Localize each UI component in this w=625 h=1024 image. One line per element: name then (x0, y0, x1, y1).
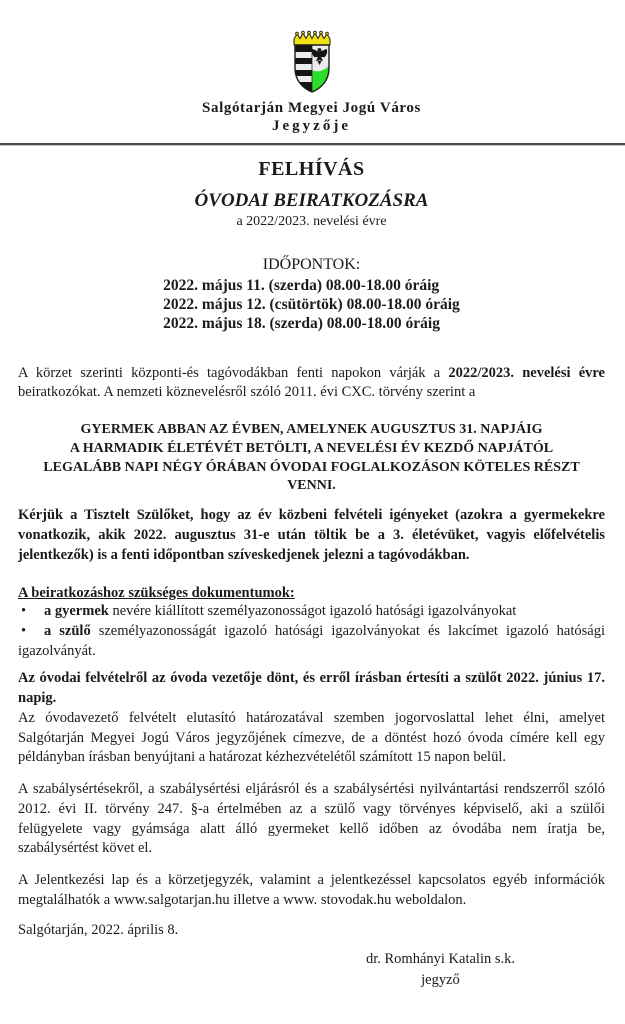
schedule-date: 2022. május 18. (szerda) 08.00-18.00 óráig (163, 314, 440, 332)
document-item (18, 622, 605, 661)
info-paragraph: A Jelentkezési lap és a körzetjegyzék, valamint a jelentkezéssel kapcsolatos egyéb információk megtalálhatók a www.salgotarjan.hu illetve a www. stovodak.hu weboldalon. (18, 871, 605, 908)
shield-icon (295, 45, 329, 93)
document-item-text: nevére kiállított személyazonosságot igazoló hatósági igazolványokat (108, 603, 517, 620)
school-year: a 2022/2023. nevelési évre (236, 214, 387, 229)
page-title: FELHÍVÁS (258, 158, 365, 180)
page-subtitle: ÓVODAI BEIRATKOZÁSRA (194, 190, 429, 211)
obligation-notice (18, 421, 605, 496)
obligation-line: A HARMADIK ÉLETÉVÉT BETÖLTI, A NEVELÉSI ÉV KEZDŐ NAPJÁTÓL (69, 440, 554, 456)
crown-icon (294, 31, 330, 45)
document-item-bold: a gyermek (44, 603, 109, 620)
document-item-text: személyazonosságát igazoló hatósági igazolványokat és lakcímet igazoló hatósági igazolványát. (18, 623, 606, 659)
schedule-list (163, 277, 460, 334)
appeal-paragraph: Az óvodavezető felvételt elutasító határozatával szemben jogorvoslattal lehet élni, amelyet Salgótarján Megyei Jogú Város jegyzőjének címezve, de a döntést hozó óvoda címére kell egy példányban írásban benyújtani a határozat kézhezvételétől számított 15 napon belül. (18, 709, 605, 766)
document-item (18, 602, 605, 622)
obligation-line: GYERMEK ABBAN AZ ÉVBEN, AMELYNEK AUGUSZTUS 31. NAPJÁIG (80, 422, 543, 438)
dateline: Salgótarján, 2022. április 8. (18, 922, 179, 939)
salgotarjan-coat-of-arms-icon (278, 30, 346, 96)
document-item-bold: a szülő (44, 623, 91, 640)
org-name: Salgótarján Megyei Jogú Város (202, 100, 421, 116)
schedule-date: 2022. május 11. (szerda) 08.00-18.00 óráig (163, 277, 440, 294)
violation-paragraph: A szabálysértésekről, a szabálysértési eljárásról és a szabálysértési nyilvántartási rendszerről szóló 2012. évi II. törvény 247. §-a értelmében az a szülő vagy törvényes képviselő, aki a szülői felügyelete vagy gyámsága alatt álló gyermeket kellő időben az óvodába nem íratja be, szabálysértést követ el. (18, 781, 605, 857)
signature-name: dr. Romhányi Katalin s.k. (365, 951, 515, 968)
intro-paragraph (18, 364, 605, 403)
org-role: Jegyzője (272, 118, 351, 134)
bullet-icon: • (21, 623, 27, 640)
decision-paragraph: Az óvodai felvételről az óvoda vezetője dönt, és erről írásban értesíti a szülőt 2022. június 17. napig. (18, 670, 605, 707)
signature-title: jegyző (421, 971, 460, 988)
signature-block (366, 949, 515, 990)
intro-bold-text: 2022/2023. nevelési évre (448, 364, 605, 381)
bullet-icon: • (21, 603, 27, 620)
intro-text: beiratkozókat. A nemzeti köznevelésről szóló 2011. évi CXC. törvény szerint a (18, 384, 476, 401)
header-rule (0, 143, 625, 146)
request-paragraph: Kérjük a Tisztelt Szülőket, hogy az év közbeni felvételi igényeket (azokra a gyermekekre vonatkozik, akik 2022. augusztus 31-e után töltik be a 3. életévüket, vagyis előfelvételis jelentkezők) is a fenti időpontban szíveskedjenek jelezni a tagóvodákban. (18, 507, 605, 563)
obligation-line: LEGALÁBB NAPI NÉGY ÓRÁBAN ÓVODAI FOGLALKOZÁSON KÖTELES RÉSZT VENNI. (43, 459, 580, 494)
documents-heading: A beiratkozáshoz szükséges dokumentumok: (18, 585, 295, 602)
schedule-heading: IDŐPONTOK: (262, 256, 361, 273)
intro-text: A körzet szerinti központi-és tagóvodákban fenti napokon várják a (18, 364, 449, 381)
schedule-date: 2022. május 12. (csütörtök) 08.00-18.00 óráig (163, 295, 460, 313)
